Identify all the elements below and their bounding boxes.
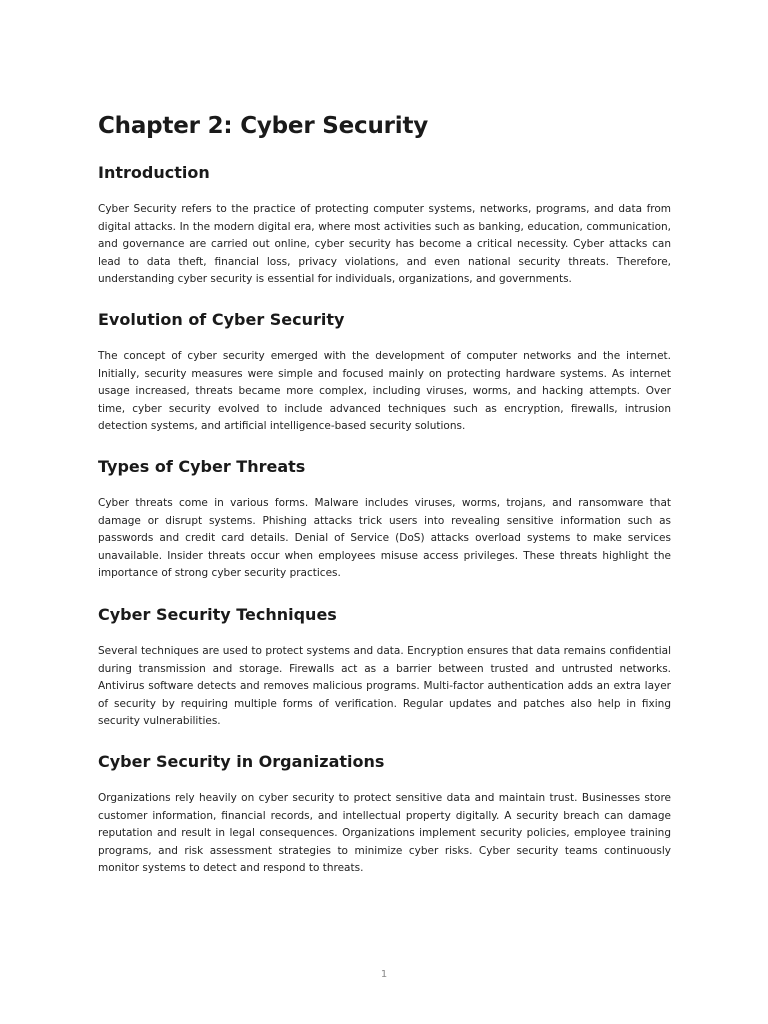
section-body: Cyber threats come in various forms. Malware includes viruses, worms, trojans, and ransomware that damage or disrupt systems. Phishing attacks trick users into revealing sensitive information such as passwords and credit card details. Denial of Service (DoS) attacks overload systems to make services unavailable. Insider threats occur when employees misuse access privileges. These threats highlight the importance of strong cyber security practices. <box>98 497 671 579</box>
section-heading: Cyber Security Techniques <box>98 605 337 624</box>
section-threats <box>98 456 671 583</box>
section-organizations <box>98 751 671 878</box>
section-body: Organizations rely heavily on cyber security to protect sensitive data and maintain trust. Businesses store customer information, financial records, and intellectual property digitally. A security breach can damage reputation and result in legal consequences. Organizations implement security policies, employee training programs, and risk assessment strategies to minimize cyber risks. Cyber security teams continuously monitor systems to detect and respond to threats. <box>98 792 671 874</box>
section-body: Cyber Security refers to the practice of protecting computer systems, networks, programs, and data from digital attacks. In the modern digital era, where most activities such as banking, education, communication, and governance are carried out online, cyber security has become a critical necessity. Cyber attacks can lead to data theft, financial loss, privacy violations, and even national security threats. Therefore, understanding cyber security is essential for individuals, organizations, and governments. <box>98 203 671 285</box>
section-heading: Introduction <box>98 163 210 182</box>
page-number: 1 <box>380 969 388 980</box>
section-introduction <box>98 162 671 289</box>
section-heading: Types of Cyber Threats <box>98 457 306 476</box>
section-body: Several techniques are used to protect systems and data. Encryption ensures that data remains confidential during transmission and storage. Firewalls act as a barrier between trusted and untrusted networks. Antivirus software detects and removes malicious programs. Multi-factor authentication adds an extra layer of security by requiring multiple forms of verification. Regular updates and patches also help in fixing security vulnerabilities. <box>98 645 671 727</box>
section-body: The concept of cyber security emerged with the development of computer networks and the internet. Initially, security measures were simple and focused mainly on protecting hardware systems. As internet usage increased, threats became more complex, including viruses, worms, and hacking attempts. Over time, cyber security evolved to include advanced techniques such as encryption, firewalls, intrusion detection systems, and artificial intelligence-based security solutions. <box>98 350 671 432</box>
section-evolution <box>98 309 671 436</box>
section-heading: Evolution of Cyber Security <box>98 310 345 329</box>
chapter-title: Chapter 2: Cyber Security <box>98 113 429 139</box>
section-techniques <box>98 604 671 731</box>
section-heading: Cyber Security in Organizations <box>98 752 385 771</box>
